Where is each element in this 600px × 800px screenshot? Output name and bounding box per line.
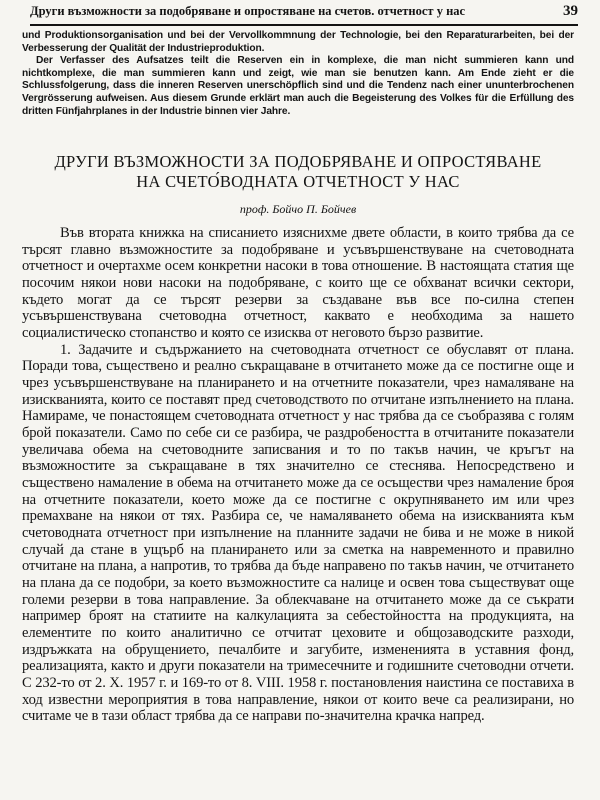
summary-paragraph-2: Der Verfasser des Aufsatzes teilt die Reserven ein in komplexe, die man nicht summieren kann und nichtkomplexe, die man summieren kann und zeigt, wie man sie benutzen kann. Am Ende zieht er die Schlussfolgerung, dass die inneren Reserven unerschöpflich sind und die Tendenz nach einer ununterbrochenen Vergrösserung aufweisen. Aus diesem Grunde erklärt man auch die Begeisterung des Volkes für die Erfüllung des dritten Fünfjahrplanes in der Industrie binnen vier Jahre. xyxy=(22,55,574,117)
body-paragraph-1: Във втората книжка на списанието изяснихме двете области, в които трябва да се търсят главно възможностите за подобряване и усъвършенствуване на счетоводната отчетност и очертахме осем конкретни насоки в това отношение. В настоящата статия ще посочим някои нови насоки на подобряване, с които ще се обхванат всички сектори, където могат да се търсят резерви за създаване във все по-силна степен усъвършенствувана счетоводна отчетност, каквато е необходима за нашето социалистическо стопанство и която се изисква от неговото бързо развитие. xyxy=(22,225,574,342)
article-title xyxy=(22,152,574,192)
article-title-line-1: ДРУГИ ВЪЗМОЖНОСТИ ЗА ПОДОБРЯВАНЕ И ОПРОСТЯВАНЕ xyxy=(54,152,542,172)
page-number: 39 xyxy=(563,3,578,19)
article-title-line-2: НА СЧЕТО́ВОДНАТА ОТЧЕТНОСТ У НАС xyxy=(136,172,460,192)
header-rule xyxy=(30,24,578,26)
running-head xyxy=(30,0,578,20)
body-paragraph-2: 1. Задачите и съдържанието на счетоводната отчетност се обуславят от плана. Поради това, съществено и реално съкращаване в отчитането може да се постигне още и чрез усъвършенствуване на планирането и на отчетните показатели, чрез намаляване на изискванията, които се поставят пред счетоводството по отчитане изпълнението на плана. Намираме, че понастоящем счетоводната отчетност у нас трябва да се съобразява с голям брой показатели. Само по себе си се разбира, че раздробеността в отчитаните показатели увеличава обема на счетоводните записвания и то по такъв начин, че кръгът на възможностите за съкращаване в тях значително се стеснява. Непосредствено и съществено намаление в обема на отчитането може да се осъществи чрез намаление броя на отчетните показатели, което може да се постигне с окрупняването им или чрез премахване на някои от тях. Разбира се, че намаляването обема на изискванията към счетоводната отчетност при изпълнение на планните задачи не бива и не може в никой случай да стане в ущърб на планирането или за сметка на навременното и правилно отчитане на плана, а напротив, то трябва да бъде направено по такъв начин, че отчитането на плана да се подобри, за което възможностите са налице и освен това съществуват още големи резерви в това направление. За облекчаване на отчитането може да се съкрати например броят на статиите на калкулацията за себестойността на продукцията, на елементите по които аналитично се отчитат цеховите и общозаводските разходи, издръжката на обрущението, печалбите и загубите, измененията в уставния фонд, реализацията, както и други показатели на тримесечните и годишните счетоводни отчети. С 232-то от 2. X. 1957 г. и 169-то от 8. VIII. 1958 г. постановления наистина се поставиха в ход известни мероприятия в това направление, някои от които вече са реализирани, но считаме че в тази област трябва да се направи по-значителна крачка напред. xyxy=(22,341,574,725)
article-body xyxy=(22,225,574,725)
article-author: проф. Бойчо П. Бойчев xyxy=(239,202,357,217)
running-head-title: Други възможности за подобряване и опростяване на счетов. отчетност у нас xyxy=(30,4,466,18)
german-summary xyxy=(22,30,574,118)
summary-paragraph-1: und Produktionsorganisation und bei der Vervollkommnung der Technologie, bei den Reparaturarbeiten, bei der Verbesserung der Qualität der Industrieproduktion. xyxy=(22,30,574,54)
